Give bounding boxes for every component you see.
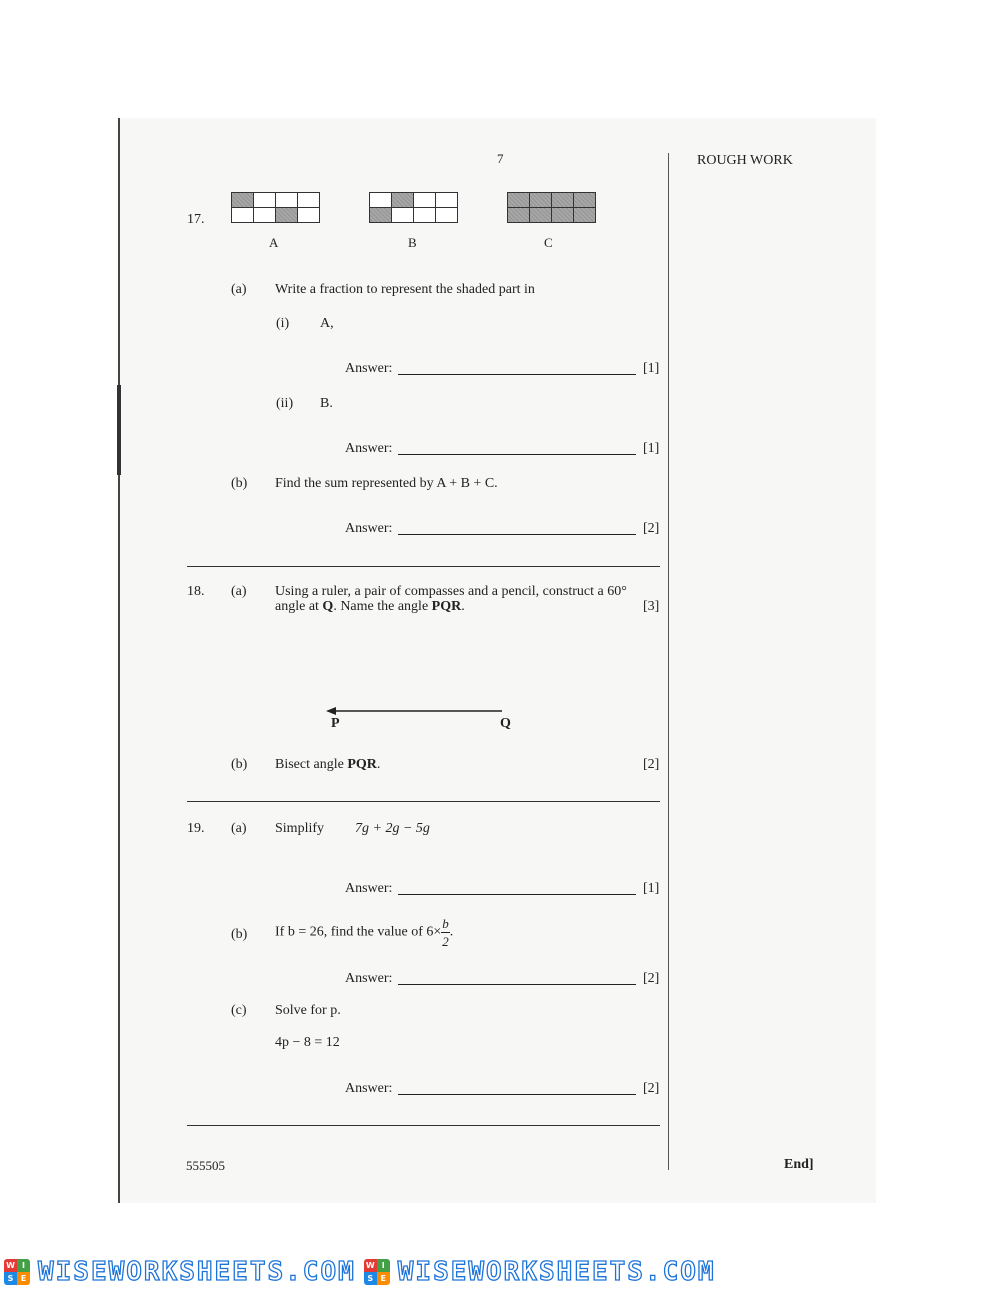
answer-label: Answer: [345,361,393,376]
logo-letter: E [377,1272,390,1285]
q17-part-ii-label: (ii) [276,396,294,411]
paper-code: 555505 [186,1158,225,1173]
q19-part-c-label: (c) [231,1003,247,1018]
shaded-cell [552,193,574,208]
answer-line[interactable] [398,984,636,985]
shaded-cell [574,193,596,208]
logo-letter: S [4,1272,17,1285]
q17-part-i-text: A, [320,316,334,331]
ray-qp [320,700,510,720]
question-divider [187,566,660,567]
marks: [2] [643,757,660,772]
left-margin-line [118,118,120,1203]
q17-part-a-label: (a) [231,282,247,297]
grid-cell [414,193,436,208]
answer-label: Answer: [345,521,393,536]
q18-part-a-line1: Using a ruler, a pair of compasses and a pencil, construct a 60° [275,584,627,599]
answer-label: Answer: [345,881,393,896]
figure-c-label: C [544,235,553,250]
q19-part-a-expression: 7g + 2g − 5g [355,821,430,836]
answer-line[interactable] [398,454,636,455]
q18-part-a-label: (a) [231,584,247,599]
point-p-label: P [331,716,340,731]
q17-part-b-label: (b) [231,476,248,491]
figure-a-label: A [269,235,279,250]
shaded-cell [392,193,414,208]
question-19-number: 19. [187,821,205,836]
q19-part-b-label: (b) [231,927,248,942]
q17-part-ii-text: B. [320,396,333,411]
q18-part-a-line2: angle at Q. Name the angle PQR. [275,599,465,614]
shaded-cell [276,208,298,223]
point-q-label: Q [500,716,511,731]
wiseworksheets-logo-icon [4,1259,30,1285]
shaded-cell [508,208,530,223]
q17-part-a-text: Write a fraction to represent the shaded part in [275,282,535,297]
marks: [2] [643,971,660,986]
grid-cell [414,208,436,223]
shaded-cell [552,208,574,223]
grid-cell [370,193,392,208]
figure-c-grid [507,192,596,223]
q19-part-b-text: If b = 26, find the value of 6× $\frac{b}{2}$ . [275,916,454,949]
question-17-number: 17. [187,212,205,227]
shaded-cell [530,193,552,208]
grid-cell [254,193,276,208]
answer-line[interactable] [398,1094,636,1095]
marks: [1] [643,361,660,376]
grid-cell [436,208,458,223]
logo-letter: W [364,1259,377,1272]
grid-cell [254,208,276,223]
brand-text: WISEWORKSHEETS.COM [397,1257,716,1287]
grid-cell [232,208,254,223]
exam-page [118,118,876,1203]
grid-cell [392,208,414,223]
figure-a-grid [231,192,320,223]
shaded-cell [530,208,552,223]
figure-b-grid [369,192,458,223]
rough-work-heading: ROUGH WORK [697,153,793,168]
grid-cell [298,193,320,208]
logo-letter: I [17,1259,30,1272]
site-footer-banner [0,1256,1000,1288]
logo-letter: E [17,1272,30,1285]
logo-letter: I [377,1259,390,1272]
brand-text: WISEWORKSHEETS.COM [38,1257,356,1287]
page-number: 7 [497,151,504,166]
shaded-cell [232,193,254,208]
end-marker: End] [784,1157,814,1172]
answer-label: Answer: [345,1081,393,1096]
binding-mark [117,385,121,475]
question-divider [187,801,660,802]
grid-cell [436,193,458,208]
grid-cell [276,193,298,208]
figure-b-label: B [408,235,417,250]
q19-part-c-text: Solve for p. [275,1003,341,1018]
wiseworksheets-logo-icon [364,1259,390,1285]
question-18-number: 18. [187,584,205,599]
marks: [2] [643,1081,660,1096]
shaded-cell [370,208,392,223]
answer-line[interactable] [398,374,636,375]
q17-part-i-label: (i) [276,316,290,331]
arrow-head-icon [326,707,336,715]
shaded-cell [574,208,596,223]
q18-part-b-text: Bisect angle PQR. [275,757,381,772]
marks: [2] [643,521,660,536]
shaded-cell [508,193,530,208]
logo-letter: W [4,1259,17,1272]
marks: [3] [643,599,660,614]
grid-cell [298,208,320,223]
q19-part-a-label: (a) [231,821,247,836]
marks: [1] [643,441,660,456]
marks: [1] [643,881,660,896]
q17-part-b-text: Find the sum represented by A + B + C. [275,476,498,491]
question-divider [187,1125,660,1126]
q19-part-a-text: Simplify [275,821,325,836]
answer-label: Answer: [345,971,393,986]
rough-work-divider [668,153,669,1170]
q19-part-c-equation: 4p − 8 = 12 [275,1035,340,1050]
answer-label: Answer: [345,441,393,456]
answer-line[interactable] [398,894,636,895]
logo-letter: S [364,1272,377,1285]
q18-part-b-label: (b) [231,757,248,772]
answer-line[interactable] [398,534,636,535]
fraction-b-over-2: $\frac{b}{2}$ [442,916,449,949]
